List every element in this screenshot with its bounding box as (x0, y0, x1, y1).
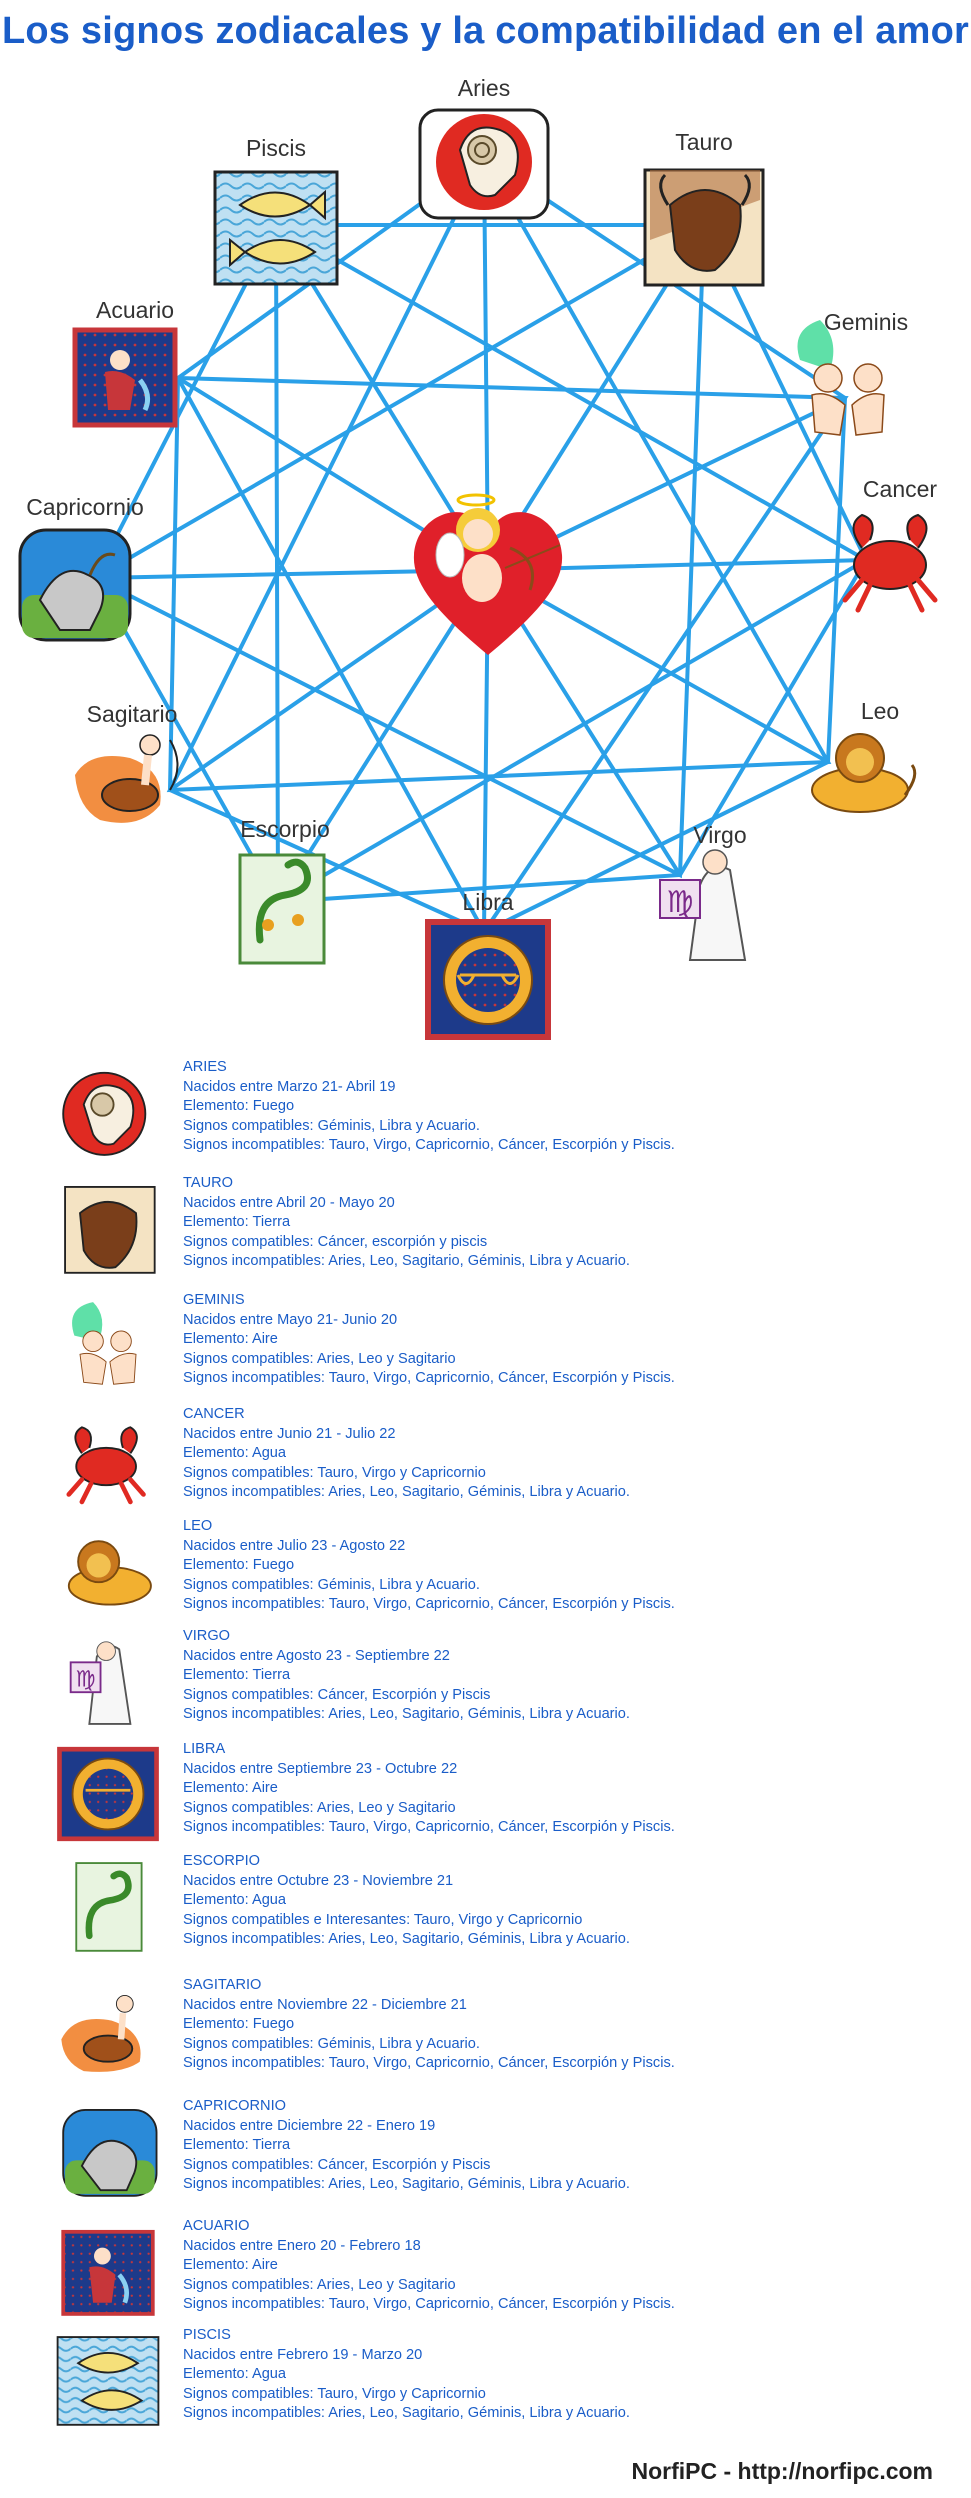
sign-name: SAGITARIO (183, 1977, 262, 1993)
sign-incompatible: Signos incompatibles: Aries, Leo, Sagitario, Géminis, Libra y Acuario. (183, 1484, 630, 1501)
wheel-capricornio-icon (20, 530, 130, 640)
sign-compatible: Signos compatibles: Géminis, Libra y Acuario. (183, 2035, 480, 2052)
sign-compatible: Signos compatibles: Géminis, Libra y Acuario. (183, 1117, 480, 1134)
sign-name: VIRGO (183, 1628, 231, 1644)
sign-compatible: Signos compatibles: Tauro, Virgo y Capricornio (183, 2385, 486, 2402)
wheel-label-leo: Leo (860, 698, 900, 724)
compatibility-wheel (0, 0, 971, 1050)
sign-element: Elemento: Agua (183, 1892, 287, 1909)
wheel-tauro-icon (645, 170, 763, 285)
sign-details (183, 2097, 630, 2195)
sign-incompatible: Signos incompatibles: Aries, Leo, Sagitario, Géminis, Libra y Acuario. (183, 2405, 630, 2422)
wheel-cancer-icon (845, 515, 935, 610)
sign-compatible: Signos compatibles: Géminis, Libra y Acuario. (183, 1576, 480, 1593)
sign-dates: Nacidos entre Noviembre 22 - Diciembre 21 (183, 1996, 467, 2013)
sign-dates: Nacidos entre Marzo 21- Abril 19 (183, 1078, 396, 1095)
archer-icon (52, 1980, 164, 2080)
sign-compatible: Signos compatibles e Interesantes: Tauro, Virgo y Capricornio (183, 1911, 583, 1928)
sign-details (183, 1517, 675, 1615)
wheel-escorpio-icon (240, 855, 324, 963)
sign-element: Elemento: Fuego (183, 1557, 295, 1574)
sign-incompatible: Signos incompatibles: Tauro, Virgo, Capricornio, Cáncer, Escorpión y Piscis. (183, 2296, 675, 2313)
wheel-libra-icon (428, 922, 548, 1037)
wheel-label-capricornio: Capricornio (26, 494, 144, 520)
sign-name: ACUARIO (183, 2218, 250, 2234)
page-title: Los signos zodiacales y la compatibilidad en el amor (1, 10, 969, 52)
sign-details (183, 1405, 630, 1503)
wheel-label-acuario: Acuario (96, 297, 174, 323)
sign-name: LIBRA (183, 1741, 226, 1757)
ram-icon (52, 1062, 164, 1162)
sign-dates: Nacidos entre Agosto 23 - Septiembre 22 (183, 1647, 450, 1664)
sign-element: Elemento: Aire (183, 2257, 278, 2274)
sign-dates: Nacidos entre Enero 20 - Febrero 18 (183, 2237, 421, 2254)
sign-name: ESCORPIO (183, 1853, 261, 1869)
wheel-geminis-icon (798, 320, 885, 435)
sign-element: Elemento: Tierra (183, 1214, 291, 1231)
wheel-label-aries: Aries (457, 75, 511, 101)
sign-dates: Nacidos entre Diciembre 22 - Enero 19 (183, 2117, 436, 2134)
sign-element: Elemento: Agua (183, 1445, 287, 1462)
lion-icon (52, 1521, 164, 1621)
goat-icon (52, 2101, 164, 2201)
scales-icon (52, 1744, 164, 1844)
scorpion-icon (52, 1856, 164, 1956)
sign-incompatible: Signos incompatibles: Tauro, Virgo, Capricornio, Cáncer, Escorpión y Piscis. (183, 1137, 675, 1154)
sign-dates: Nacidos entre Julio 23 - Agosto 22 (183, 1537, 406, 1554)
sign-dates: Nacidos entre Junio 21 - Julio 22 (183, 1425, 396, 1442)
sign-dates: Nacidos entre Febrero 19 - Marzo 20 (183, 2346, 423, 2363)
wheel-label-tauro: Tauro (675, 129, 733, 155)
sign-element: Elemento: Aire (183, 1780, 278, 1797)
sign-element: Elemento: Fuego (183, 2016, 295, 2033)
sign-details (183, 1852, 630, 1950)
sign-dates: Nacidos entre Abril 20 - Mayo 20 (183, 1194, 395, 1211)
wheel-piscis-icon (215, 172, 337, 284)
sign-incompatible: Signos incompatibles: Tauro, Virgo, Capricornio, Cáncer, Escorpión y Piscis. (183, 1819, 675, 1836)
sign-name: GEMINIS (183, 1292, 245, 1308)
wheel-label-libra: Libra (462, 889, 514, 915)
water-bearer-icon (52, 2221, 164, 2321)
sign-details (183, 2326, 630, 2424)
sign-details (183, 1174, 630, 1272)
sign-dates: Nacidos entre Septiembre 23 - Octubre 22 (183, 1760, 458, 1777)
sign-element: Elemento: Fuego (183, 1098, 295, 1115)
sign-element: Elemento: Aire (183, 1331, 278, 1348)
sign-element: Elemento: Tierra (183, 1667, 291, 1684)
sign-incompatible: Signos incompatibles: Tauro, Virgo, Capricornio, Cáncer, Escorpión y Piscis. (183, 1370, 675, 1387)
maiden-icon (52, 1631, 164, 1731)
sign-name: CAPRICORNIO (183, 2098, 286, 2114)
sign-incompatible: Signos incompatibles: Tauro, Virgo, Capricornio, Cáncer, Escorpión y Piscis. (183, 1596, 675, 1613)
sign-details (183, 1976, 675, 2074)
sign-name: TAURO (183, 1175, 233, 1191)
wheel-label-piscis: Piscis (245, 135, 307, 161)
sign-details (183, 1740, 675, 1838)
sign-details (183, 1291, 675, 1389)
sign-element: Elemento: Tierra (183, 2137, 291, 2154)
sign-compatible: Signos compatibles: Aries, Leo y Sagitario (183, 1350, 456, 1367)
wheel-acuario-icon (75, 330, 175, 425)
sign-compatible: Signos compatibles: Aries, Leo y Sagitario (183, 2276, 456, 2293)
sign-details (183, 1627, 630, 1725)
sign-element: Elemento: Agua (183, 2366, 287, 2383)
sign-name: ARIES (183, 1059, 227, 1075)
wheel-label-cancer: Cancer (862, 476, 938, 502)
sign-compatible: Signos compatibles: Cáncer, escorpión y piscis (183, 1233, 488, 1250)
sign-dates: Nacidos entre Octubre 23 - Noviembre 21 (183, 1872, 454, 1889)
sign-compatible: Signos compatibles: Cáncer, Escorpión y Piscis (183, 2156, 491, 2173)
sign-name: PISCIS (183, 2327, 231, 2343)
wheel-sagitario-icon (75, 735, 178, 823)
sign-incompatible: Signos incompatibles: Aries, Leo, Sagitario, Géminis, Libra y Acuario. (183, 1931, 630, 1948)
wheel-label-geminis: Geminis (823, 309, 909, 335)
wheel-label-virgo: Virgo (693, 822, 747, 848)
wheel-aries-icon (420, 110, 548, 218)
sign-compatible: Signos compatibles: Aries, Leo y Sagitario (183, 1799, 456, 1816)
sign-name: CANCER (183, 1406, 245, 1422)
sign-compatible: Signos compatibles: Cáncer, Escorpión y Piscis (183, 1686, 491, 1703)
sign-dates: Nacidos entre Mayo 21- Junio 20 (183, 1311, 398, 1328)
cupid-heart-icon (414, 495, 562, 655)
wheel-label-sagitario: Sagitario (86, 701, 178, 727)
sign-incompatible: Signos incompatibles: Tauro, Virgo, Capricornio, Cáncer, Escorpión y Piscis. (183, 2055, 675, 2072)
fish-icon (52, 2330, 164, 2430)
svg-text:♍: ♍ (75, 1666, 96, 1693)
footer-credit: NorfiPC - http://norfipc.com (631, 2458, 933, 2484)
sign-details (183, 2217, 675, 2315)
svg-text:♍: ♍ (666, 885, 694, 920)
sign-name: LEO (183, 1518, 213, 1534)
sign-details (183, 1058, 675, 1156)
wheel-label-escorpio: Escorpio (240, 816, 330, 842)
sign-incompatible: Signos incompatibles: Aries, Leo, Sagitario, Géminis, Libra y Acuario. (183, 2176, 630, 2193)
sign-incompatible: Signos incompatibles: Aries, Leo, Sagitario, Géminis, Libra y Acuario. (183, 1253, 630, 1270)
bull-icon (52, 1178, 164, 1278)
sign-compatible: Signos compatibles: Tauro, Virgo y Capricornio (183, 1464, 486, 1481)
crab-icon (52, 1409, 164, 1509)
twins-icon (52, 1295, 164, 1395)
sign-incompatible: Signos incompatibles: Aries, Leo, Sagitario, Géminis, Libra y Acuario. (183, 1706, 630, 1723)
